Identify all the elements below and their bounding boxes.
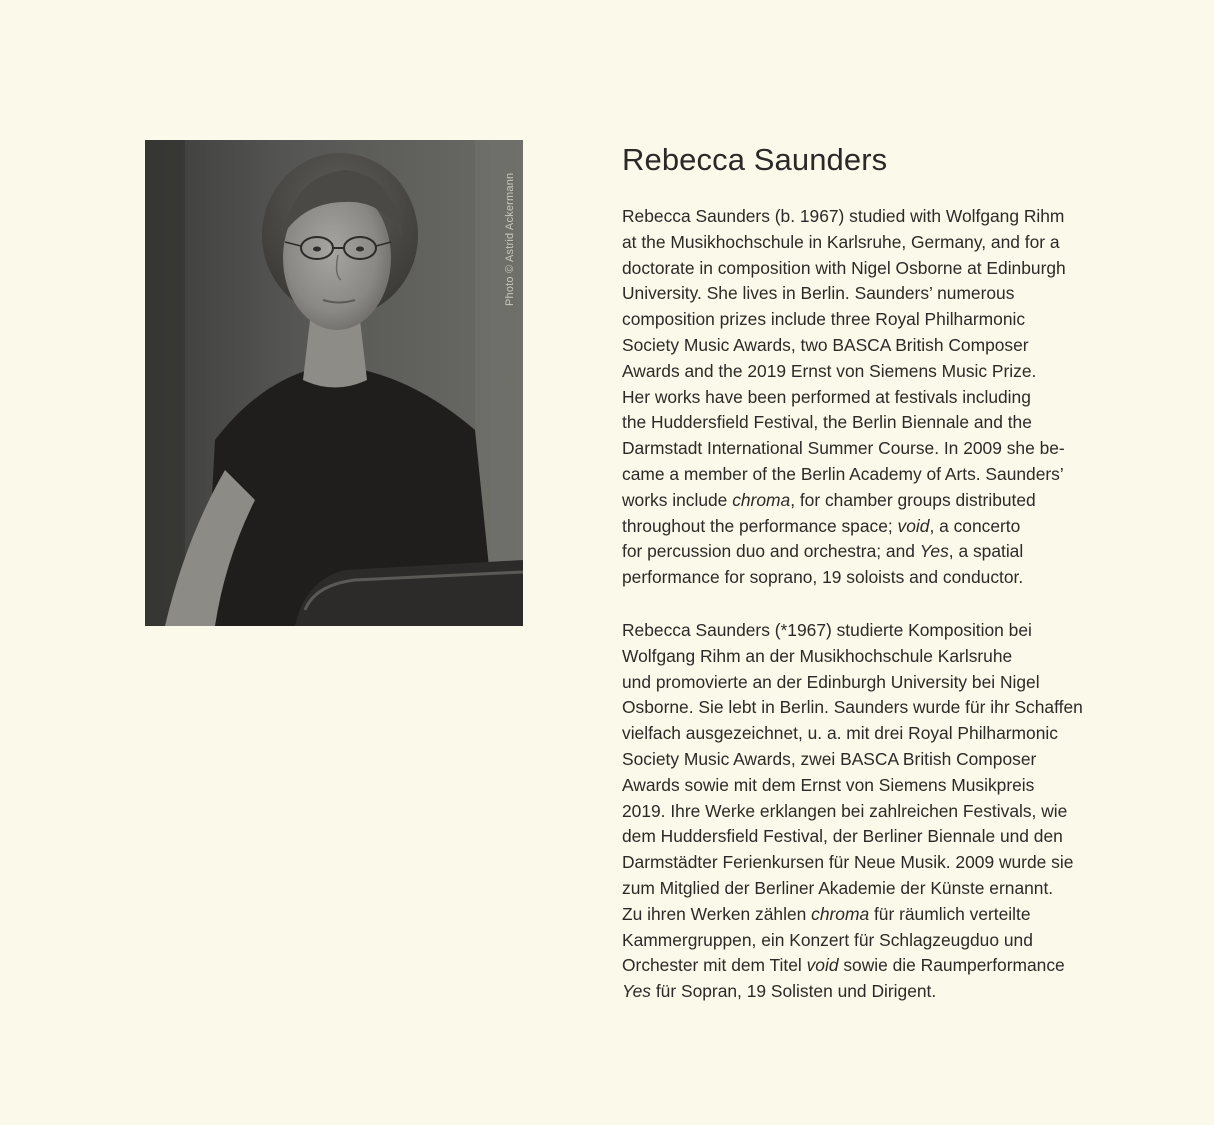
- work-title: chroma: [811, 903, 870, 924]
- biography: [622, 140, 1142, 1005]
- photo-credit: Photo © Astrid Ackermann: [504, 172, 516, 306]
- work-title: Yes: [622, 981, 652, 1002]
- biography-english: [622, 204, 1142, 591]
- bio-text: , a concerto for percussion duo and orchestra; and: [622, 515, 1021, 562]
- portrait-photo: [145, 140, 523, 626]
- work-title: void: [897, 515, 930, 536]
- bio-text: für räumlich verteilte Kammergruppen, ein Konzert für Schlagzeugduo und Orchester mit dem Titel: [622, 903, 1033, 976]
- work-title: chroma: [732, 489, 791, 510]
- bio-text: Rebecca Saunders (*1967) studierte Komposition bei Wolfgang Rihm an der Musikhochschule Karlsruhe und promovierte an der Edinburgh University bei Nigel Osborne. Sie lebt in Berlin. Saunders wurde für ihr Schaffen vielfach ausgezeichnet, u. a. mit drei Royal Philharmonic Society Music Awards, zwei BASCA British Composer Awards sowie mit dem Ernst von Siemens Musikpreis 2019. Ihre Werke erklangen bei zahlreichen Festivals, wie dem Huddersfield Festival, der Berliner Biennale und den Darmstädter Ferienkursen für Neue Musik. 2009 wurde sie zum Mitglied der Berliner Akademie der Künste ernannt. Zu ihren Werken zählen: [622, 619, 1083, 924]
- work-title: void: [806, 955, 839, 976]
- bio-text: Rebecca Saunders (b. 1967) studied with Wolfgang Rihm at the Musikhochschule in Karlsruhe, Germany, and for a doctorate in composition with Nigel Osborne at Edinburgh University. She lives in Berlin. Saunders’ numerous composition prizes include three Royal Philharmonic Society Music Awards, two BASCA British Composer Awards and the 2019 Ernst von Siemens Music Prize. Her works have been performed at festivals including the Huddersfield Festival, the Berlin Biennale and the Darmstadt International Summer Course. In 2009 she be- came a member of the Berlin Academy of Arts. Saunders’ works include: [622, 206, 1066, 510]
- bio-text: , for chamber groups distributed throughout the performance space;: [622, 489, 1036, 536]
- portrait-image: [145, 140, 523, 626]
- biography-german: [622, 618, 1142, 1005]
- bio-text: , a spatial performance for soprano, 19 soloists and conductor.: [622, 541, 1024, 588]
- bio-text: für Sopran, 19 Solisten und Dirigent.: [651, 981, 937, 1002]
- work-title: Yes: [919, 541, 949, 562]
- composer-name: Rebecca Saunders: [622, 142, 888, 177]
- bio-text: sowie die Raumperformance: [843, 955, 1065, 976]
